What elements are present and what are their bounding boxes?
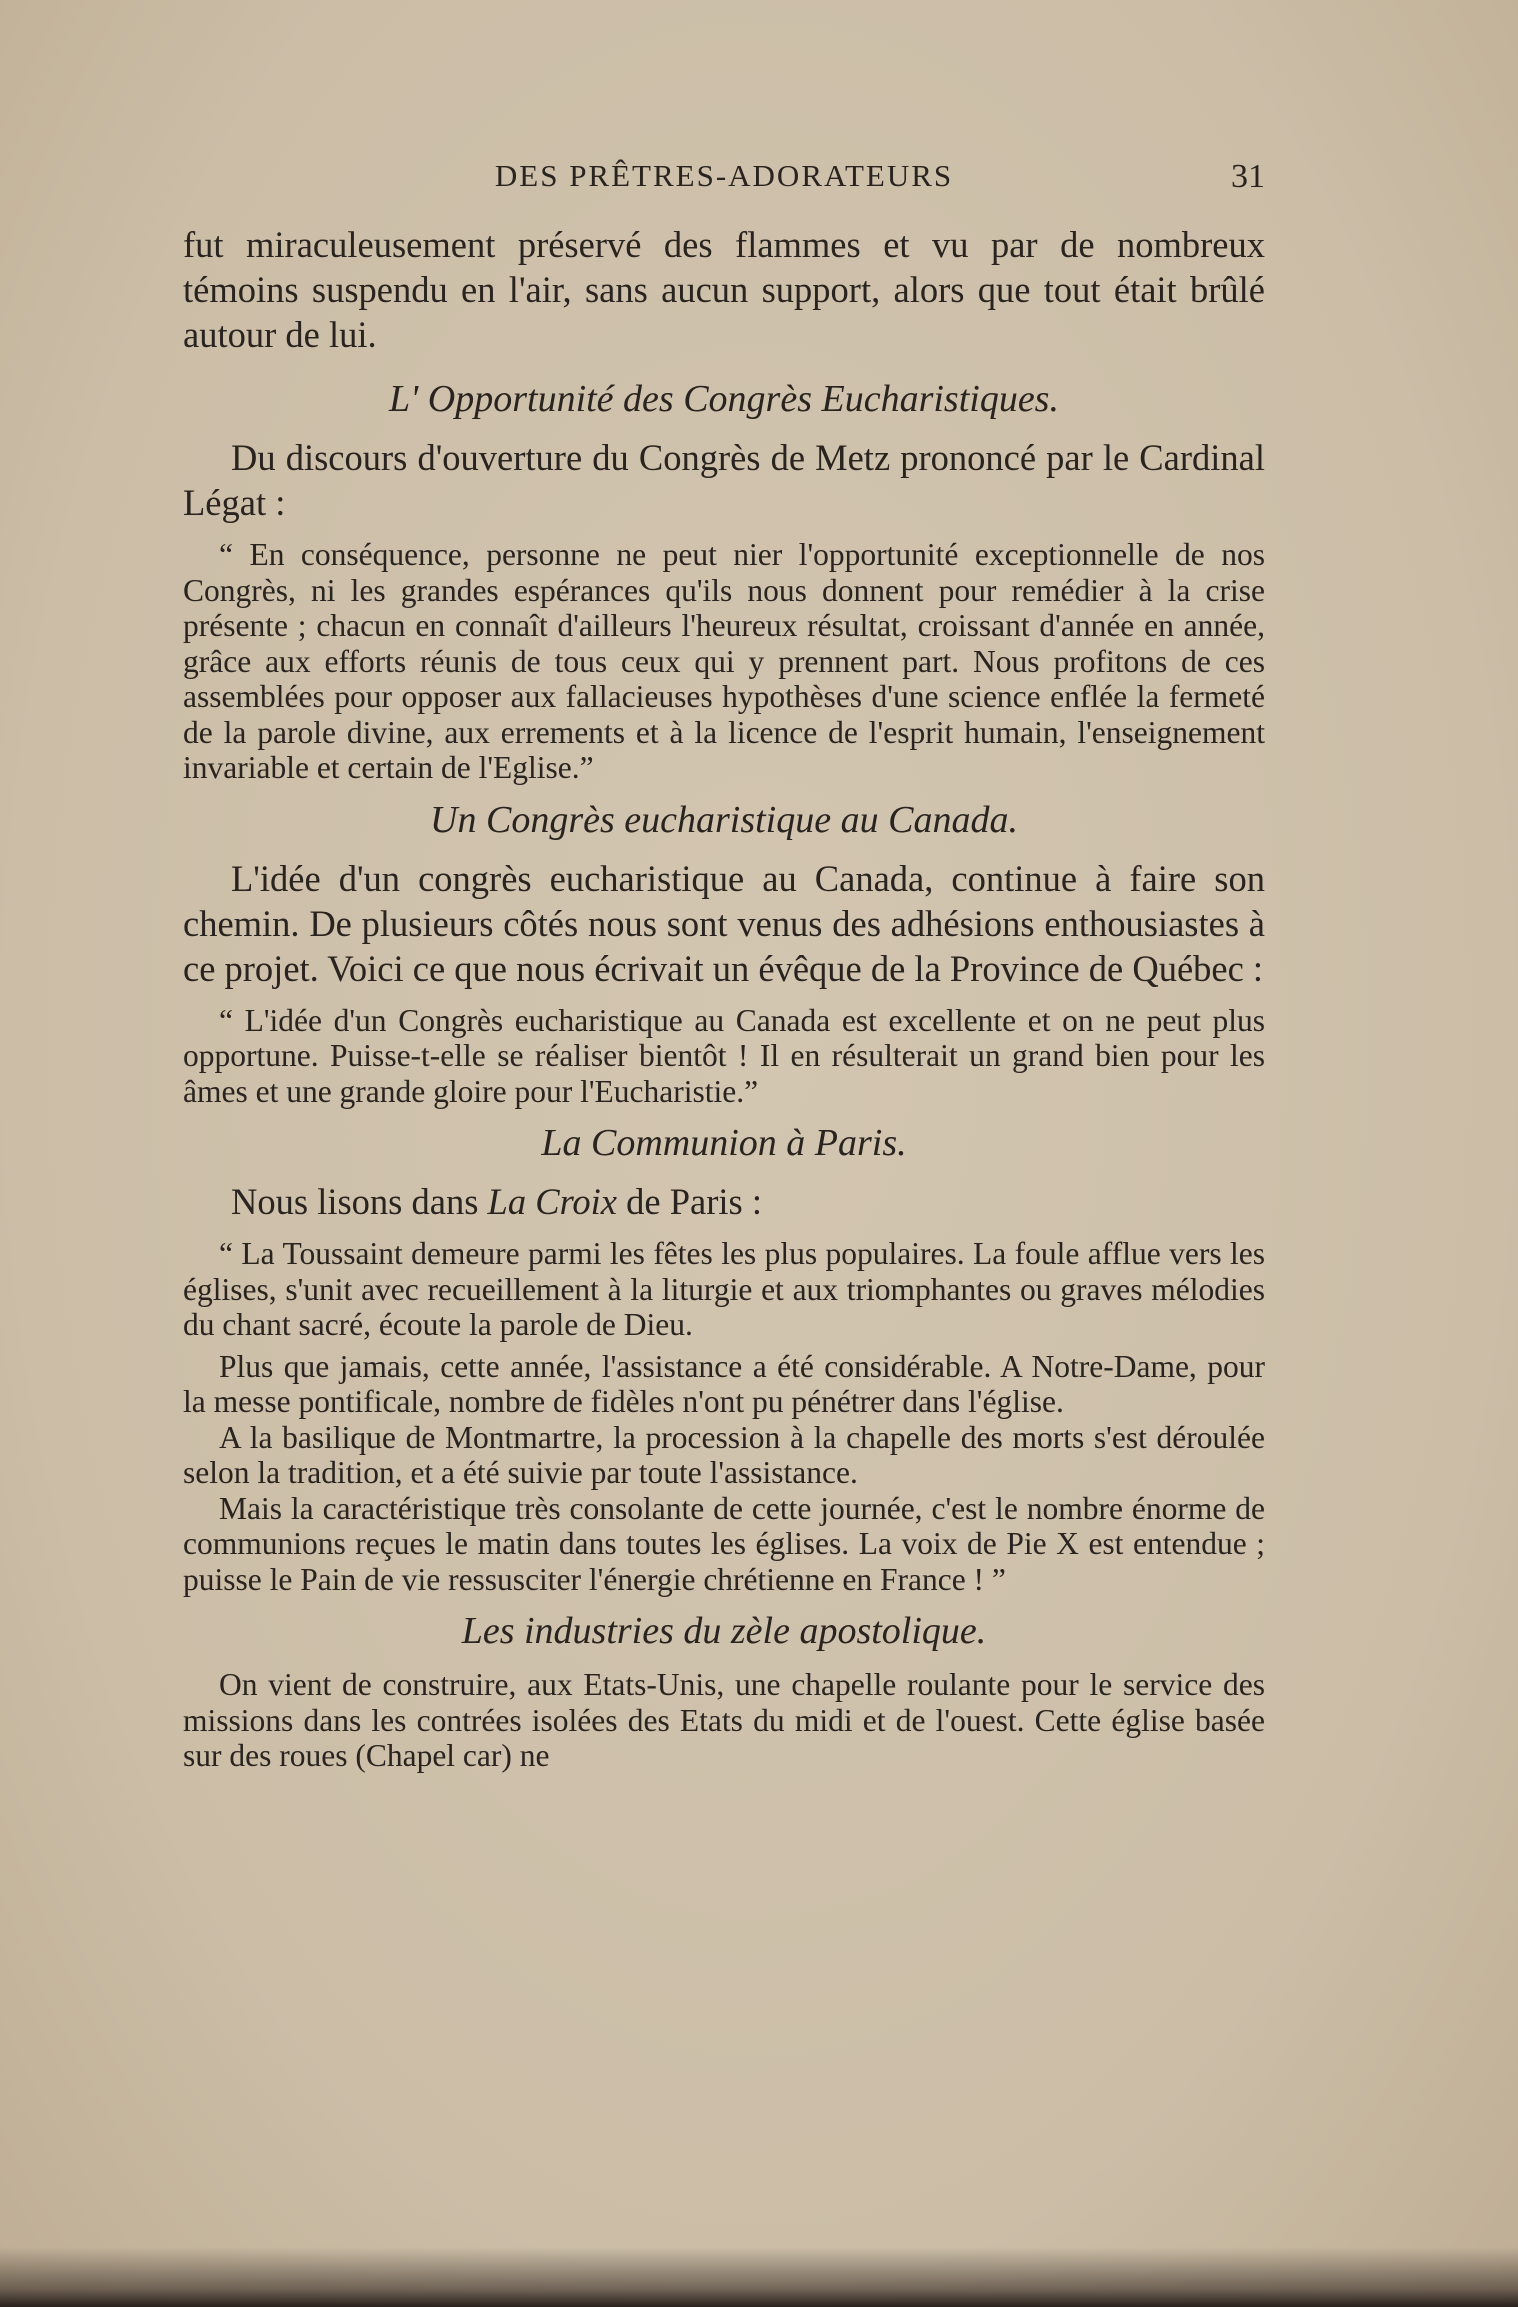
running-head: DES PRÊTRES-ADORATEURS: [494, 158, 954, 193]
paragraph-discours: Du discours d'ouverture du Congrès de Metz prononcé par le Cardinal Légat :: [183, 437, 1265, 523]
newspaper-title: La Croix: [487, 1181, 618, 1222]
paragraph-continuation: fut miraculeusement préservé des flammes et vu par de nombreux témoins suspendu en l'air, sans aucun support, alors que tout était brûlé autour de lui.: [183, 224, 1265, 355]
quote-notre-dame: Plus que jamais, cette année, l'assistance a été considérable. A Notre-Dame, pour la messe pontificale, nombre de fidèles n'ont pu pénétrer dans l'église.: [183, 1348, 1265, 1419]
paragraph-la-croix-start: Nous lisons dans: [231, 1181, 488, 1222]
paragraph-canada: L'idée d'un congrès eucharistique au Canada, continue à faire son chemin. De plusieurs côtés nous sont venus des adhésions enthousiastes à ce projet. Voici ce que nous écrivait un évêque de la Province de Québec :: [183, 857, 1265, 989]
section-heading-industries: Les industries du zèle apostolique.: [461, 1610, 987, 1652]
paragraph-la-croix-end: de Paris :: [617, 1181, 762, 1222]
section-heading-canada: Un Congrès eucharistique au Canada.: [430, 798, 1018, 841]
section-heading-opportunite: L' Opportunité des Congrès Eucharistiques.: [389, 378, 1059, 420]
paragraph-chapel-car: On vient de construire, aux Etats-Unis, une chapelle roulante pour le service des missions dans les contrées isolées des Etats du midi et de l'ouest. Cette église basée sur des roues (Chapel car) ne: [183, 1667, 1265, 1773]
body-text: [183, 222, 1265, 1774]
quote-communions: Mais la caractéristique très consolante de cette journée, c'est le nombre énorme de communions reçues le matin dans toutes les églises. La voix de Pie X est entendue ; puisse le Pain de vie ressusciter l'énergie chrétienne en France ! ”: [183, 1490, 1265, 1597]
page-header: [183, 158, 1265, 200]
quote-eveque: “ L'idée d'un Congrès eucharistique au Canada est excellente et on ne peut plus opportune. Puisse-t-elle se réaliser bientôt ! Il en résulterait un grand bien pour les âmes et une grande gloire pour l'Eucharistie.”: [183, 1002, 1265, 1109]
quote-montmartre: A la basilique de Montmartre, la procession à la chapelle des morts s'est déroulée selon la tradition, et a été suivie par toute l'assistance.: [183, 1419, 1265, 1490]
quote-toussaint: “ La Toussaint demeure parmi les fêtes les plus populaires. La foule afflue vers les églises, s'unit avec recueillement à la liturgie et aux triomphantes ou graves mélodies du chant sacré, écoute la parole de Dieu.: [183, 1236, 1265, 1342]
section-heading-communion: La Communion à Paris.: [541, 1122, 907, 1164]
quote-cardinal-legat: “ En conséquence, personne ne peut nier l'opportunité exceptionnelle de nos Congrès, ni les grandes espérances qu'ils nous donnent pour remédier à la crise présente ; chacun en connaît d'ailleurs l'heureux résultat, croissant d'année en année, grâce aux efforts réunis de tous ceux qui y prennent part. Nous profitons de ces assemblées pour opposer aux fallacieuses hypothèses d'une science enflée la fermeté de la parole divine, aux errements et à la licence de l'esprit humain, l'enseignement invariable et certain de l'Eglise.”: [183, 537, 1265, 785]
page-number: 31: [1231, 158, 1265, 195]
paragraph-la-croix: [183, 1179, 1265, 1224]
